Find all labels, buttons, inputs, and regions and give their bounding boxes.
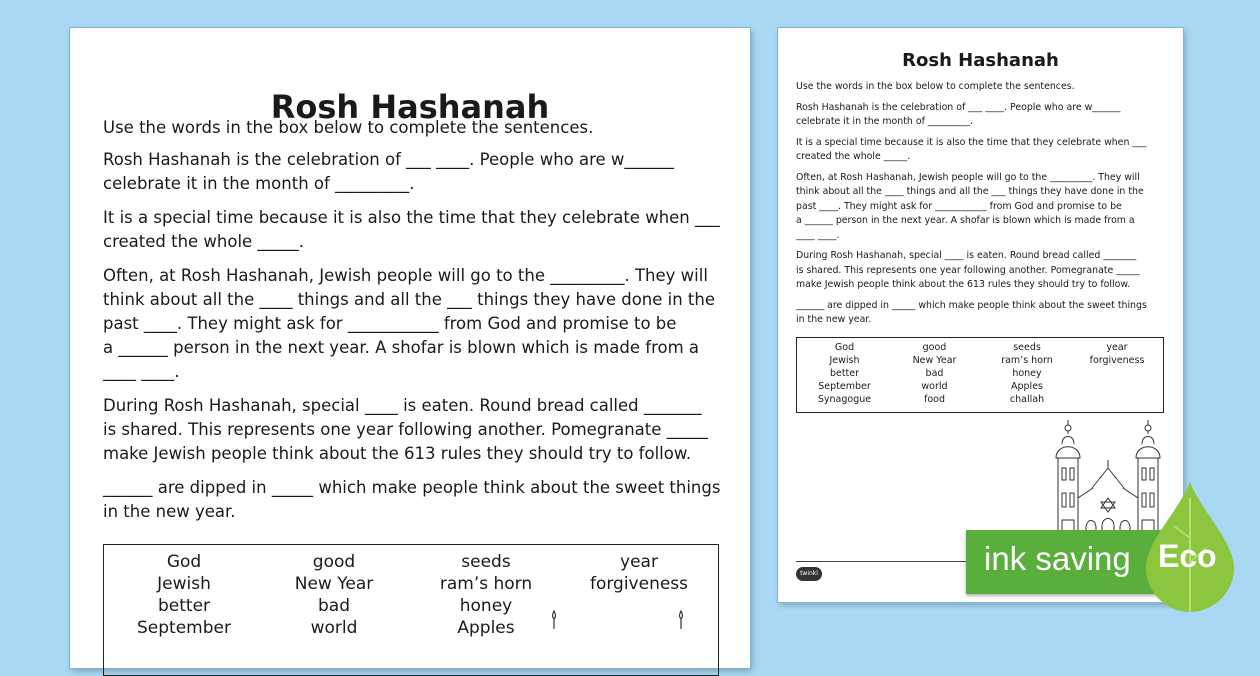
twinkl-logo: twinkl	[796, 567, 822, 581]
word-column-2: good New Year bad world	[294, 552, 374, 638]
paragraph-2: It is a special time because it is also the time that they celebrate when ___ created the whole _____.	[103, 208, 720, 251]
eco-label: Eco	[1158, 538, 1217, 574]
word-column-4: year forgiveness	[1089, 342, 1145, 366]
word-box	[103, 544, 719, 676]
page-title: Rosh Hashanah	[270, 88, 550, 126]
word-column-3: seeds ram’s horn honey Apples challah	[1001, 342, 1053, 405]
paragraph-5: ______ are dipped in _____ which make people think about the sweet things in the new year.	[796, 299, 1147, 325]
paragraph-1: Rosh Hashanah is the celebration of ___ ____. People who are w______ celebrate it in the month of _________.	[796, 101, 1121, 127]
word-column-4: year forgiveness	[589, 552, 689, 594]
word-column-3: seeds ram’s horn honey Apples	[439, 552, 533, 638]
worksheet-body	[796, 80, 1164, 334]
word-column-1: God Jewish better September Synagogue	[817, 342, 872, 405]
word-column-2: good New Year bad world food	[912, 342, 957, 405]
paragraph-1: Rosh Hashanah is the celebration of ___ ____. People who are w______ celebrate it in the month of _________.	[103, 150, 674, 193]
paragraph-2: It is a special time because it is also the time that they celebrate when ___ created the whole _____.	[796, 136, 1147, 162]
synagogue-spire-icon	[544, 609, 564, 629]
worksheet-page-small	[778, 28, 1183, 602]
instruction-text: Use the words in the box below to complete the sentences.	[103, 118, 594, 137]
worksheet-body	[103, 116, 723, 534]
paragraph-5: ______ are dipped in _____ which make people think about the sweet things in the new year.	[103, 478, 721, 521]
paragraph-3: Often, at Rosh Hashanah, Jewish people will go to the _________. They will think about all the ____ things and all the ___ things they have done in the past ____. They might ask for ___________ from God and promise to be a ______ person in the next year. A shofar is blown which is made from a ____ ____.	[103, 266, 716, 381]
ink-saving-label: ink saving	[984, 540, 1131, 577]
paragraph-4: During Rosh Hashanah, special ____ is eaten. Round bread called _______ is shared. This represents one year following another. Pomegranate _____ make Jewish people think about the 613 rules they should try to follow.	[103, 396, 708, 463]
synagogue-spire-icon	[671, 609, 691, 629]
worksheet-page-large	[70, 28, 750, 668]
instruction-text: Use the words in the box below to complete the sentences.	[796, 81, 1075, 92]
paragraph-4: During Rosh Hashanah, special ____ is eaten. Round bread called _______ is shared. This represents one year following another. Pomegranate _____ make Jewish people think about the 613 rules they should try to follow.	[796, 250, 1140, 290]
page-title: Rosh Hashanah	[902, 50, 1059, 71]
word-column-1: God Jewish better September	[137, 552, 231, 638]
ink-saving-banner	[966, 530, 1166, 594]
paragraph-3: Often, at Rosh Hashanah, Jewish people will go to the _________. They will think about all the ____ things and all the ___ things they have done in the past ____. They might ask for ___________ from God and promise to be a ______ person in the next year. A shofar is blown which is made from a ____ ____.	[796, 171, 1144, 241]
